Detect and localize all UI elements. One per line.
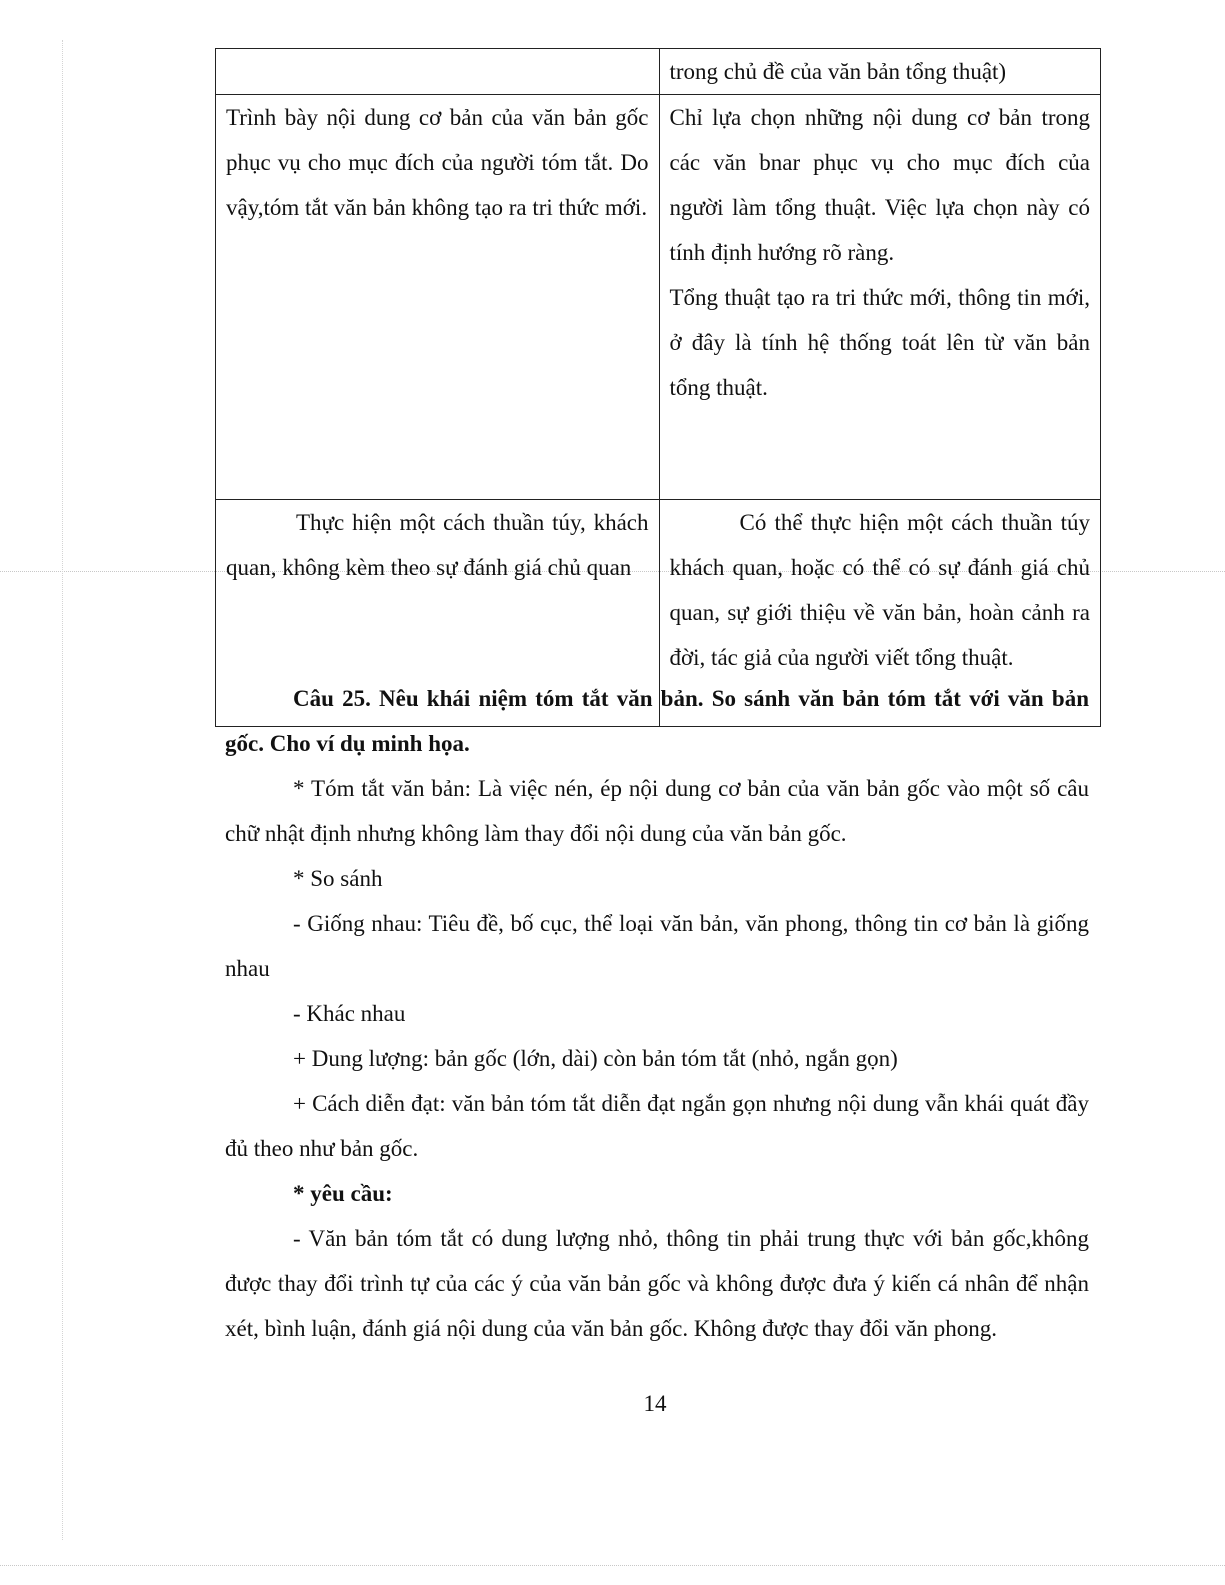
comparison-table <box>215 48 1101 727</box>
cell-text: Chỉ lựa chọn những nội dung cơ bản trong các văn bnar phục vụ cho mục đích của người làm tổng thuật. Việc lựa chọn này có tính định hướng rõ ràng. <box>669 105 1090 265</box>
question-heading: Câu 25. Nêu khái niệm tóm tắt văn bản. So sánh văn bản tóm tắt với văn bản gốc. Cho ví dụ minh họa. <box>225 686 1089 756</box>
cell-text: Có thể thực hiện một cách thuần túy khách quan, hoặc có thể có sự đánh giá chủ quan, sự giới thiệu về văn bản, hoàn cảnh ra đời, tác giả của người viết tổng thuật. <box>669 510 1090 670</box>
cell-text: Thực hiện một cách thuần túy, khách quan, không kèm theo sự đánh giá chủ quan <box>226 510 649 580</box>
cell-text: Trình bày nội dung cơ bản của văn bản gốc phục vụ cho mục đích của người tóm tắt. Do vậy,tóm tắt văn bản không tạo ra tri thức mới. <box>226 105 649 220</box>
table-cell-right <box>659 95 1101 500</box>
different-label: - Khác nhau <box>293 1001 406 1026</box>
expression-paragraph: + Cách diễn đạt: văn bản tóm tắt diễn đạt ngắn gọn nhưng nội dung vẫn khái quát đầy đủ theo như bản gốc. <box>225 1091 1089 1161</box>
table-cell-left <box>216 95 660 500</box>
cell-text: trong chủ đề của văn bản tổng thuật) <box>669 59 1007 84</box>
similar-paragraph: - Giống nhau: Tiêu đề, bố cục, thể loại văn bản, văn phong, thông tin cơ bản là giống nhau <box>225 911 1089 981</box>
table-row <box>216 95 1101 500</box>
scan-artifact-bottom <box>0 1565 1225 1566</box>
table-cell-right <box>659 49 1101 95</box>
answer-content <box>225 676 1089 1351</box>
scan-artifact-edge <box>62 40 63 1540</box>
definition-paragraph: * Tóm tắt văn bản: Là việc nén, ép nội dung cơ bản của văn bản gốc vào một số câu chữ nhật định nhưng không làm thay đổi nội dung của văn bản gốc. <box>225 776 1089 846</box>
cell-text: Tổng thuật tạo ra tri thức mới, thông tin mới, ở đây là tính hệ thống toát lên từ văn bản tổng thuật. <box>669 285 1090 400</box>
page-number: 14 <box>643 1391 667 1416</box>
table-row <box>216 49 1101 95</box>
requirements-label: * yêu cầu: <box>293 1181 393 1206</box>
capacity-paragraph: + Dung lượng: bản gốc (lớn, dài) còn bản tóm tắt (nhỏ, ngắn gọn) <box>293 1046 898 1071</box>
requirements-paragraph: - Văn bản tóm tắt có dung lượng nhỏ, thông tin phải trung thực với bản gốc,không được thay đổi trình tự của các ý của văn bản gốc và không được đưa ý kiến cá nhân để nhận xét, bình luận, đánh giá nội dung của văn bản gốc. Không được thay đổi văn phong. <box>225 1226 1089 1341</box>
table-cell-left <box>216 49 660 95</box>
compare-label: * So sánh <box>293 866 383 891</box>
